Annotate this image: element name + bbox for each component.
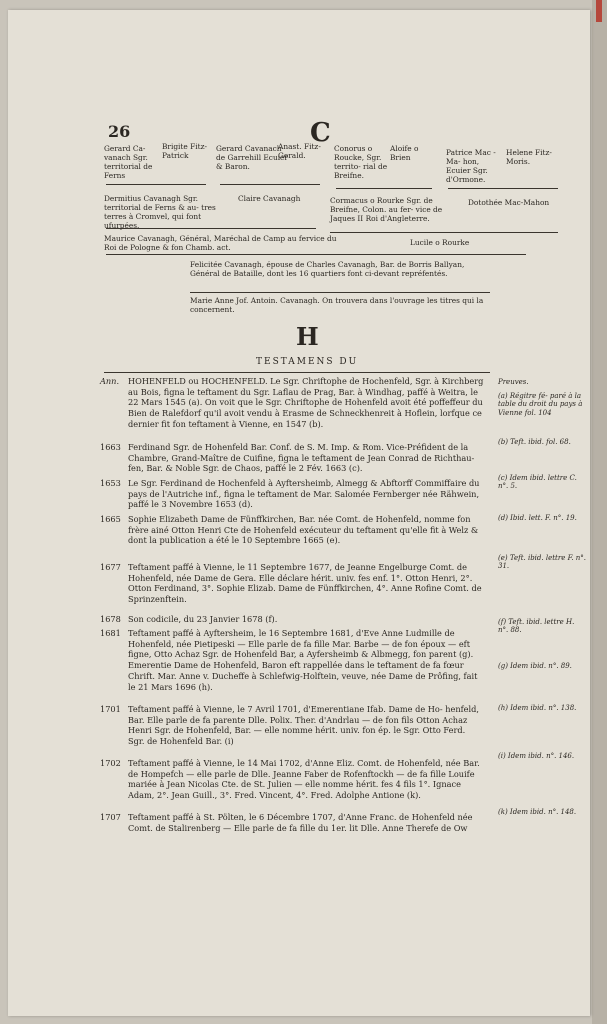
brace-line (336, 188, 432, 193)
entry-text: Ferdinand Sgr. de Hohenfeld Bar. Conf. de S. M. Imp. & Rom. Vice-Préfident de la Chambre, Grand-Maître de Cuifine, figna le teftament de Jean Conrad de Richthau- fen, Bar. & Noble Sgr. de Chaos, paffé le 2 Fév. 1663 (c). (128, 442, 475, 474)
divider (104, 372, 490, 373)
page-number: 26 (108, 122, 131, 141)
margin-note: Preuves. (498, 378, 529, 386)
margin-note: (d) Ibid. lett. F. n°. 19. (498, 514, 577, 522)
margin-note: (h) Idem ibid. n°. 138. (498, 704, 577, 712)
entry-year: Ann. (100, 376, 120, 386)
brace-line (106, 254, 526, 259)
brace-line (330, 232, 558, 237)
margin-note: (b) Teft. ibid. fol. 68. (498, 438, 571, 446)
entry-year: 1701 (100, 704, 121, 714)
margin-note: (a) Régitre fé- paré à la table du droit du pays à Vienne fol. 104 (498, 392, 583, 417)
person-dorothee: Dotothée Mac-Mahon (468, 198, 550, 207)
entry-year: 1678 (100, 614, 121, 624)
person-patrice: Patrice Mac - Ma- hon, Ecuier Sgr. d'Ormone. (446, 148, 496, 184)
person-gerard-garrehill: Gerard Cavanach de Garrehill Ecuier & Baron. (216, 144, 288, 171)
person-cormacus: Cormacus o Rourke Sgr. de Breifne, Colon. au fer- vice de Jaques II Roi d'Angleterre. (330, 196, 443, 223)
margin-note: (k) Idem ibid. n°. 148. (498, 808, 577, 816)
margin-note: (e) Teft. ibid. lettre F. n°. 31. (498, 554, 587, 571)
entry-text: Teftament paffé à St. Pölten, le 6 Décembre 1707, d'Anne Franc. de Hohenfeld née Comt. de Stalirenberg — Elle parle de fa fille du 1er. lit Dlle. Anne Therefe de Ow (128, 812, 473, 833)
person-lucile: Lucile o Rourke (410, 238, 470, 247)
entry-text: Teftament paffé à Vienne, le 14 Mai 1702, d'Anne Eliz. Comt. de Hohenfeld, née Bar. de Hompefch — elle parle de Dlle. Jeanne Faber de Rofenftockh — de fa fille Louife mariée à Jean Nicolas Cte. de St. Julien — elle nomme hérit. fes 4 fils 1°. Ignace Adam, 2°. Jean Guill., 3°. Fred. Vincent, 4°. Fred. Adolphe Antione (k). (128, 758, 480, 801)
page-edge (592, 0, 607, 1024)
margin-note: (c) Idem ibid. lettre C. n°. 5. (498, 474, 577, 491)
person-felicitee: Felicitée Cavanagh, épouse de Charles Cavanagh, Bar. de Borris Ballyan, Général de Bataille, dont les 16 quartiers font ci-devant repréfentés. (190, 260, 465, 278)
document-page (8, 10, 590, 1016)
entry-year: 1663 (100, 442, 121, 452)
person-brigite: Brigite Fitz- Patrick (162, 142, 207, 160)
entry-text: Teftament paffé à Vienne, le 7 Avril 1701, d'Emerentiane Ifab. Dame de Ho- henfeld, Bar. Elle parle de fa parente Dlle. Polix. Ther. d'Andrlau — de fon fils Otton Achaz Henri Sgr. de Hohenfeld, Bar. — elle nomme hérit. univ. fon ép. le Sgr. Otto Ferd. Sgr. de Hohenfeld Bar. (i) (128, 704, 479, 747)
person-conorus: Conorus o Roucke, Sgr. territo- rial de Breifne. (334, 144, 388, 180)
entry-year: 1665 (100, 514, 121, 524)
person-dermitius: Dermitius Cavanagh Sgr. territorial de Ferns & au- tres terres à Cromvel, qui font ufurpées. (104, 194, 216, 230)
person-marie-anne: Marie Anne Jof. Antoin. Cavanagh. On trouvera dans l'ouvrage les titres qui la concernent. (190, 296, 484, 314)
person-claire: Claire Cavanagh (238, 194, 301, 203)
person-aloife: Aloife o Brien (390, 144, 419, 162)
section-letter-h: H (296, 322, 319, 351)
entry-year: 1653 (100, 478, 121, 488)
margin-note: (f) Teft. ibid. lettre H. n°. 88. (498, 618, 575, 635)
brace-line (220, 184, 320, 189)
brace-line (106, 228, 316, 233)
person-maurice: Maurice Cavanagh, Général, Maréchal de Camp au fervice du Roi de Pologne & fon Chamb. act. (104, 234, 337, 252)
entry-text: Sophie Elizabeth Dame de Fünffkirchen, Bar. née Comt. de Hohenfeld, nomme fon frère ainé Otton Henri Cte de Hohenfeld exécuteur du teftament qu'elle fit à Welz & dont la publication a été le 10 Septembre 1665 (e). (128, 514, 479, 546)
person-gerard-cavanach: Gerard Ca- vanach Sgr. territorial de Ferns (104, 144, 153, 180)
brace-line (448, 188, 558, 193)
entry-text: Teftament paffé à Ayftersheim, le 16 Septembre 1681, d'Eve Anne Ludmille de Hohenfeld, née Pietipeski — Elle parle de fa fille Mar. Barbe — de fon époux — eft figne, Otto Achaz Sgr. de Hohenfeld Bar, a Ayfersheimb & Albmegg, fon parent (g). Emerentie Dame de Hohenfeld, Baron eft rappellée dans le teftament de fa fœur Chrift. Mar. Anne v. Ducheffe à Schlefwig-Holftein, veuve, née Dame de Prôfing, fait le 21 Mars 1696 (h). (128, 628, 478, 692)
entry-year: 1681 (100, 628, 121, 638)
margin-note: (i) Idem ibid. n°. 146. (498, 752, 575, 760)
margin-note: (g) Idem ibid. n°. 89. (498, 662, 572, 670)
brace-line (106, 184, 206, 189)
section-letter: C (310, 118, 331, 148)
entry-text: Teftament paffé à Vienne, le 11 Septembre 1677, de Jeanne Engelburge Comt. de Hohenfeld, née Dame de Gera. Elle déclare hérit. univ. fes enf. 1°. Otton Henri, 2°. Otton Ferdinand, 3°. Sophie Elizab. Dame de Fünffkirchen, 4°. Anne Rofine Comt. de Sprinzenftein. (128, 562, 482, 605)
person-anast: Anast. Fitz- Gerald. (278, 142, 321, 160)
entry-text: HOHENFELD ou HOCHENFELD. Le Sgr. Chriftophe de Hochenfeld, Sgr. à Kirchberg au Bois, figna le teftament du Sgr. Laflau de Prag, Bar. à Windhag, paffé à Weitra, le 22 Mars 1545 (a). On voit que le Sgr. Chriftophe de Hohenfeld avoit été poffeffeur du Bien de Ralefdorf qu'il avoit vendu à Erasme de Schneckhenreit à Hoflein, lorfque ce dernier fit fon teftament à Vienne, en 1547 (b). (128, 376, 484, 429)
person-helene: Helene Fitz-Moris. (506, 148, 552, 166)
section-title: TESTAMENS DU (256, 357, 359, 367)
entry-year: 1707 (100, 812, 121, 822)
bookmark-ribbon (596, 0, 602, 22)
entry-text: Son codicile, du 23 Janvier 1678 (f). (128, 614, 278, 624)
entry-year: 1677 (100, 562, 121, 572)
entry-text: Le Sgr. Ferdinand de Hochenfeld à Ayftersheimb, Almegg & Abftorff Commiffaire du pays de l'Autriche inf., figna le teftament de Mar. Salomée Fernberger née Rähwein, paffé le 3 Novembre 1653 (d). (128, 478, 480, 510)
entry-year: 1702 (100, 758, 121, 768)
